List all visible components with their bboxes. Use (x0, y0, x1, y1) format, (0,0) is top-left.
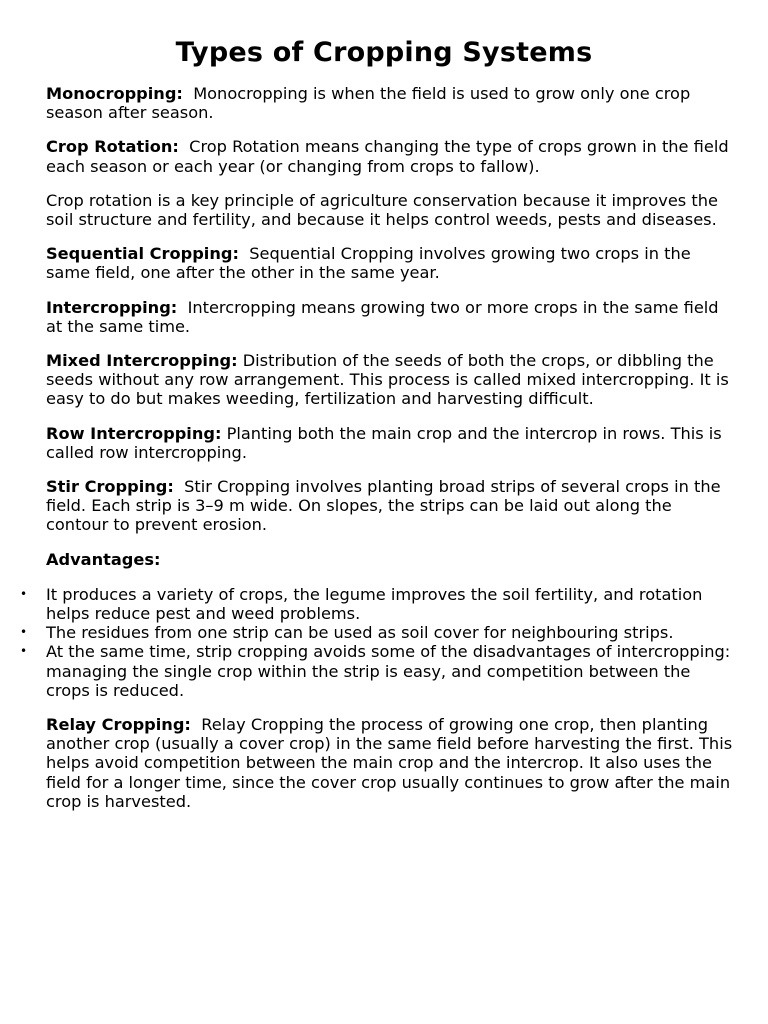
term-stir-cropping: Stir Cropping: (46, 477, 174, 497)
paragraph-row-intercropping (46, 424, 736, 462)
definition-mixed-intercropping: Distribution of the seeds of both the crops, or dibbling the seeds without any row arrangement. This process is called mixed intercropping. It is easy to do but makes weeding, fertilization and harvesting difficult. (46, 351, 729, 409)
paragraph-relay-cropping (46, 715, 736, 811)
paragraph-intercropping (46, 298, 736, 336)
definition-stir-cropping: Stir Cropping involves planting broad strips of several crops in the field. Each strip is 3–9 m wide. On slopes, the strips can be laid out along the contour to prevent erosion. (46, 477, 721, 535)
term-crop-rotation: Crop Rotation: (46, 137, 179, 157)
page-title: Types of Cropping Systems (175, 37, 593, 68)
term-relay-cropping: Relay Cropping: (46, 715, 191, 735)
list-item-text: The residues from one strip can be used as soil cover for neighbouring strips. (46, 623, 674, 643)
definition-intercropping: Intercropping means growing two or more crops in the same field at the same time. (46, 297, 719, 336)
term-row-intercropping: Row Intercropping: (46, 423, 222, 443)
term-mixed-intercropping: Mixed Intercropping: (46, 351, 238, 371)
definition-crop-rotation: Crop Rotation means changing the type of crops grown in the field each season or each year (or changing from crops to fallow). (46, 137, 729, 176)
definition-sequential-cropping: Sequential Cropping involves growing two crops in the same field, one after the other in the same year. (46, 244, 691, 283)
advantages-list (20, 584, 736, 700)
list-item (20, 584, 736, 624)
list-item (20, 642, 736, 700)
definition-monocropping: Monocropping is when the field is used to grow only one crop season after season. (46, 84, 691, 123)
paragraph-monocropping (46, 84, 736, 122)
paragraph-stir-cropping (46, 477, 736, 535)
term-intercropping: Intercropping: (46, 297, 178, 317)
list-item-text: At the same time, strip cropping avoids some of the disadvantages of intercropping: managing the single crop within the strip is easy, and competition between the crops is reduced. (46, 642, 731, 700)
paragraph-crop-rotation (46, 137, 736, 175)
advantages-heading: Advantages: (46, 549, 161, 569)
document-body (20, 84, 736, 826)
bullet-icon: • (20, 625, 28, 640)
definition-row-intercropping: Planting both the main crop and the intercrop in rows. This is called row intercropping. (46, 423, 722, 462)
term-monocropping: Monocropping: (46, 84, 183, 103)
bullet-icon: • (20, 644, 28, 659)
definition-relay-cropping: Relay Cropping the process of growing one crop, then planting another crop (usually a cover crop) in the same field before harvesting the first. This helps avoid competition between the main crop and the intercrop. It also uses the field for a longer time, since the cover crop usually continues to grow after the main crop is harvested. (46, 715, 733, 811)
list-item-text: It produces a variety of crops, the legume improves the soil fertility, and rotation helps reduce pest and weed problems. (46, 584, 703, 624)
paragraph-sequential-cropping (46, 244, 736, 282)
paragraph-crop-rotation-note: Crop rotation is a key principle of agriculture conservation because it improves the soil structure and fertility, and because it helps control weeds, pests and diseases. (46, 190, 718, 230)
list-item (20, 623, 736, 643)
term-sequential-cropping: Sequential Cropping: (46, 244, 239, 264)
bullet-icon: • (20, 586, 28, 601)
paragraph-mixed-intercropping (46, 351, 736, 409)
